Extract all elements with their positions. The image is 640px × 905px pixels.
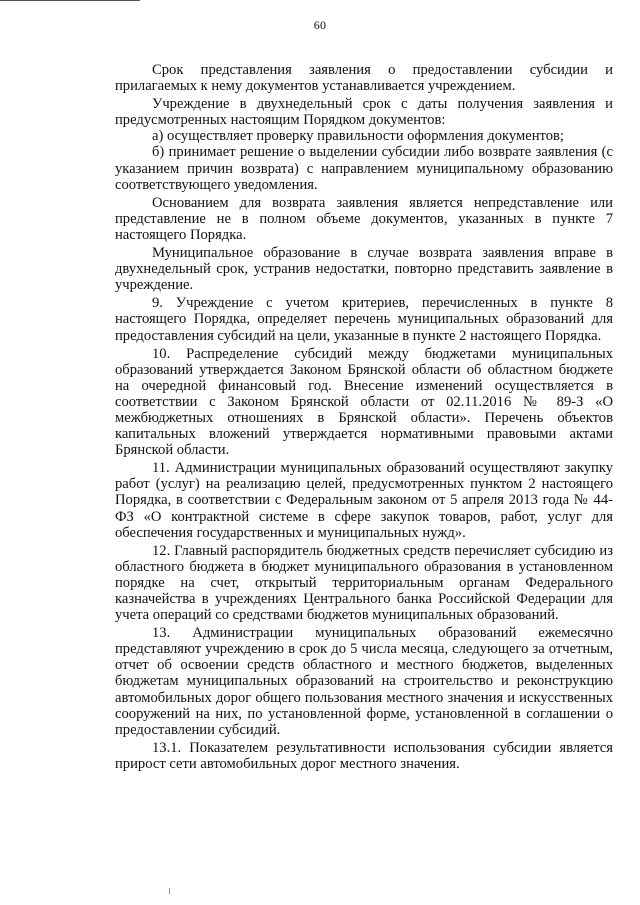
- scan-corner-line: [0, 0, 140, 1]
- paragraph-section-12: 12. Главный распорядитель бюджетных средств перечисляет субсидию из областного бюджета в бюджет муниципального образования в установленном порядке на счет, открытый территориальным органам Федерального казначейства в учреждениях Центрального банка Российской Федерации для учета операций со средствами бюджетов муниципальных образований.: [115, 542, 613, 624]
- paragraph-section-13: 13. Администрации муниципальных образований ежемесячно представляют учреждению в срок до 5 числа месяца, следующего за отчетным, отчет об освоении средств областного и местного бюджетов, выделенных бюджетам муниципальных образований на строительство и реконструкцию автомобильных дорог общего пользования местного значения и искусственных сооружений на них, по установленной форме, установленной в соглашении о предоставлении субсидий.: [115, 625, 613, 738]
- paragraph-section-10: 10. Распределение субсидий между бюджетами муниципальных образований утверждается Законом Брянской области об областном бюджете на очередной финансовый год. Внесение изменений осуществляется в соответствии с Законом Брянской области от 02.11.2016 № 89-З «О межбюджетных отношениях в Брянской области». Перечень объектов капитальных вложений утверждается нормативными правовыми актами Брянской области.: [115, 345, 613, 459]
- scan-artifact: [169, 888, 170, 894]
- paragraph-institution-review: Учреждение в двухнедельный срок с даты получения заявления и предусмотренных настоящим Порядком документов:: [115, 96, 613, 129]
- document-body: [115, 62, 613, 772]
- paragraph-section-11: 11. Администрации муниципальных образований осуществляют закупку работ (услуг) на реализацию целей, предусмотренных пунктом 2 настоящего Порядка, в соответствии с Федеральным законом от 5 апреля 2013 года № 44-ФЗ «О контрактной системе в сфере закупок товаров, работ, услуг для обеспечения государственных и муниципальных нужд».: [115, 460, 613, 541]
- paragraph-return-grounds: Основанием для возврата заявления является непредставление или представление не в полном объеме документов, указанных в пункте 7 настоящего Порядка.: [115, 194, 613, 243]
- page-number: 60: [313, 18, 327, 32]
- paragraph-section-13-1: 13.1. Показателем результативности использования субсидии является прирост сети автомобильных дорог местного значения.: [115, 739, 613, 772]
- paragraph-item-a: а) осуществляет проверку правильности оформления документов;: [152, 128, 564, 145]
- paragraph-resubmission: Муниципальное образование в случае возврата заявления вправе в двухнедельный срок, устранив недостатки, повторно представить заявление в учреждение.: [115, 245, 613, 294]
- paragraph-item-b: б) принимает решение о выделении субсидии либо возврате заявления (с указанием причин возврата) с направлением муниципальному образованию соответствующего уведомления.: [115, 144, 613, 193]
- paragraph-section-9: 9. Учреждение с учетом критериев, перечисленных в пункте 8 настоящего Порядка, определяет перечень муниципальных образований для предоставления субсидий на цели, указанные в пункте 2 настоящего Порядка.: [115, 295, 613, 344]
- paragraph-application-deadline: Срок представления заявления о предоставлении субсидии и прилагаемых к нему документов устанавливается учреждением.: [115, 62, 613, 95]
